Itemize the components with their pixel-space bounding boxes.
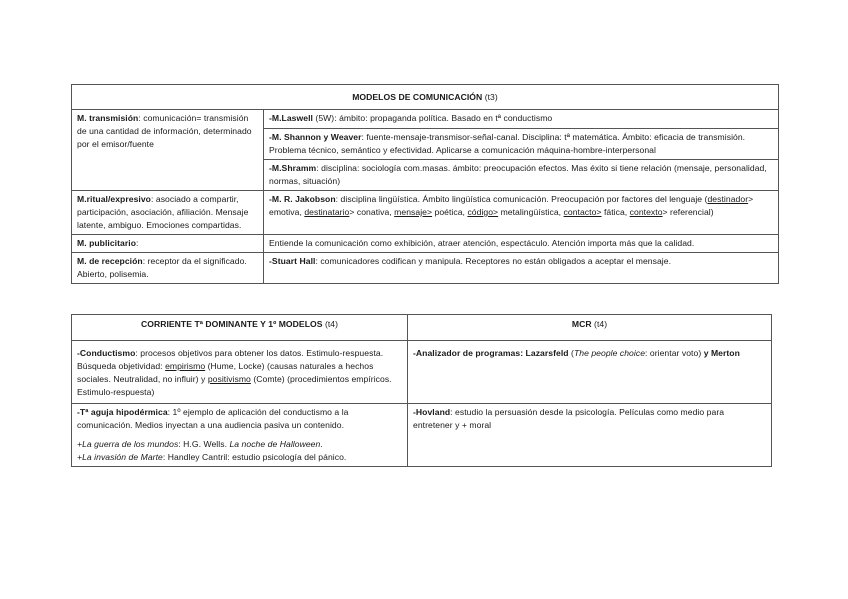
hovland-cell: -Hovland: estudio la persuasión desde la psicología. Películas como medio para entretener y + moral <box>408 404 772 467</box>
hall-cell: -Stuart Hall: comunicadores codifican y manipula. Receptores no están obligados a aceptar el mensaje. <box>264 253 779 284</box>
analizador-cell: -Analizador de programas: Lazarsfeld (The people choice: orientar voto) y Merton <box>408 341 772 404</box>
laswell-cell: -M.Laswell (5W): ámbito: propaganda política. Basado en tª conductismo <box>264 110 779 129</box>
recepcion-cell: M. de recepción: receptor da el significado. Abierto, polisemia. <box>72 253 264 284</box>
shannon-cell: -M. Shannon y Weaver: fuente-mensaje-transmisor-señal-canal. Disciplina: tª matemática. Ámbito: eficacia de transmisión. Problema técnico, semántico y efectividad. Aplicarse a comunicación máquina-hombre-interpersonal <box>264 129 779 160</box>
jakobson-cell: -M. R. Jakobson: disciplina lingüística. Ámbito lingüística comunicación. Preocupación por factores del lenguaje (destinador> emotiva, destinatario> conativa, mensaje> poética, código> metalingüística, contacto> fática, contexto> referencial) <box>264 191 779 235</box>
transmision-cell: M. transmisión: comunicación= transmisión de una cantidad de información, determinado por el emisor/fuente <box>72 110 264 191</box>
publicitario-cell: M. publicitario: <box>72 235 264 253</box>
modelos-comunicacion-table <box>71 84 779 284</box>
corriente-header: CORRIENTE Tª DOMINANTE Y 1º MODELOS (t4) <box>72 315 408 341</box>
table-title: MODELOS DE COMUNICACIÓN (t3) <box>72 85 779 110</box>
ritual-cell: M.ritual/expresivo: asociado a compartir, participación, asociación, afiliación. Mensaje latente, ambiguo. Emociones compartidas. <box>72 191 264 235</box>
conductismo-cell: -Conductismo: procesos objetivos para obtener los datos. Estimulo-respuesta. Búsqueda objetividad: empirismo (Hume, Locke) (causas naturales a hechos sociales. Neutralidad, no influir) y positivismo (Comte) (procedimientos empíricos. Estimulo-respuesta) <box>72 341 408 404</box>
aguja-cell: -Tª aguja hipodérmica: 1º ejemplo de aplicación del conductismo a la comunicación. Medios inyectan a una audiencia pasiva un contenido. +La guerra de los mundos: H.G. Wells. La noche de Halloween. +La invasión de Marte: Handley Cantril: estudio psicología del pánico. <box>72 404 408 467</box>
shramm-cell: -M.Shramm: disciplina: sociología com.masas. ámbito: preocupación efectos. Mas éxito si tiene relación (mensaje, personalidad, normas, situación) <box>264 160 779 191</box>
mcr-header: MCR (t4) <box>408 315 772 341</box>
publicitario-desc-cell: Entiende la comunicación como exhibición, atraer atención, espectáculo. Atención importa más que la calidad. <box>264 235 779 253</box>
corriente-dominante-table <box>71 314 772 467</box>
